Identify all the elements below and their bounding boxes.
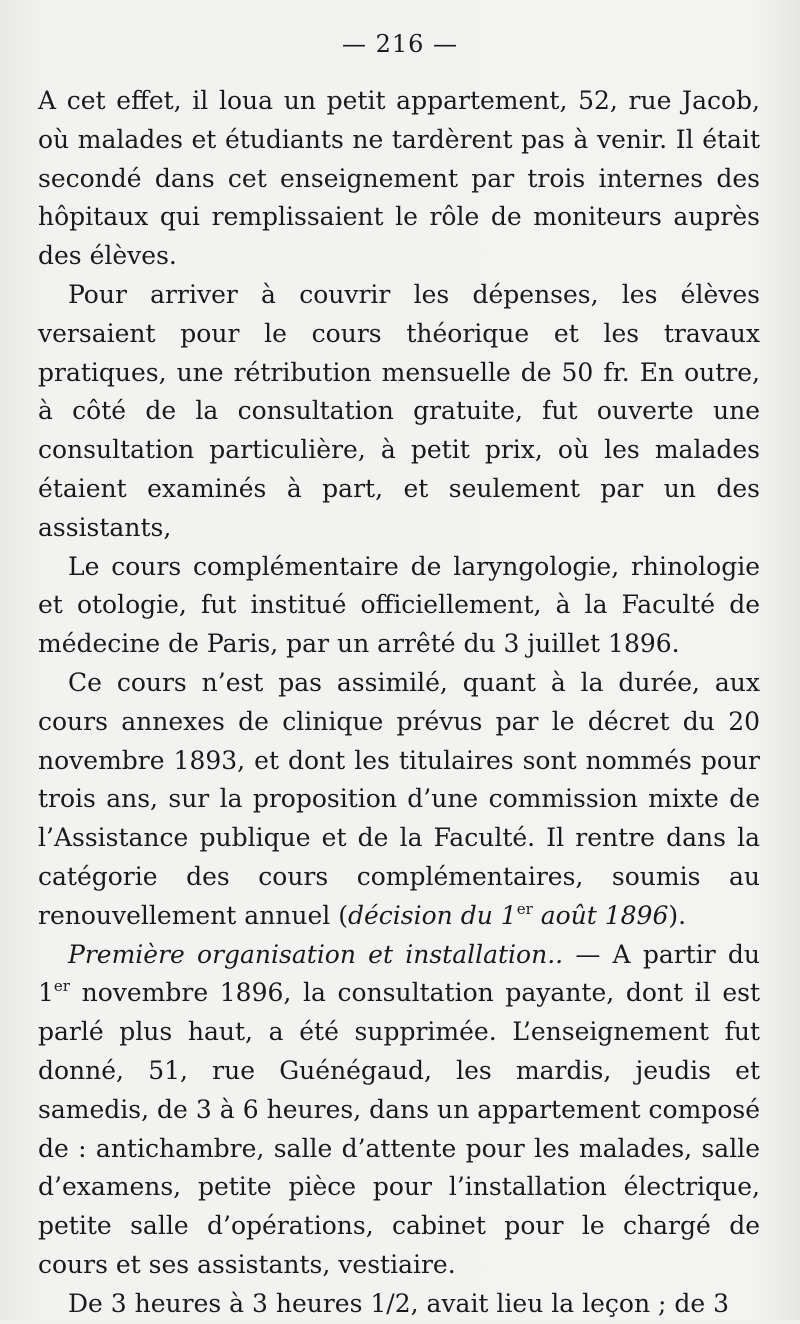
ordinal-superscript: er [53, 977, 70, 996]
paragraph-1: A cet effet, il loua un petit appartement, 52, rue Jacob, où malades et étudiants ne tardèrent pas à venir. Il était secondé dans cet enseignement par trois internes des hôpitaux qui remplissaient le rôle de moniteurs auprès des élèves. [38, 86, 760, 271]
paragraph-2: Pour arriver à couvrir les dépenses, les élèves versaient pour le cours théorique et les travaux pratiques, une rétribution mensuelle de 50 fr. En outre, à côté de la consultation gratuite, fut ouverte une consultation particulière, à petit prix, où les malades étaient examinés à part, et seulement par un des assistants, [38, 279, 760, 542]
paragraph-3: Le cours complémentaire de laryngologie, rhinologie et otologie, fut institué officiellement, à la Faculté de médecine de Paris, par un arrêté du 3 juillet 1896. [38, 551, 760, 659]
paragraph-4-end: ). [668, 900, 687, 930]
section-heading: Première organisation et installation.. [68, 939, 564, 969]
page-number: — 216 — [341, 30, 459, 58]
paragraph-4 [38, 664, 760, 936]
paragraph-6: De 3 heures à 3 heures 1/2, avait lieu la leçon ; de 3 [68, 1288, 730, 1318]
paragraph-5 [38, 936, 760, 1285]
decision-date-italic-b: août 1896 [532, 900, 669, 930]
decision-date-italic-a: décision du 1 [348, 900, 517, 930]
paragraph-5-dash: — A partir du 1 [38, 939, 760, 1008]
ordinal-superscript: er [516, 899, 533, 918]
paragraph-5-text: novembre 1896, la consultation payante, dont il est parlé plus haut, a été supprimée. L’enseignement fut donné, 51, rue Guénégaud, les mardis, jeudis et samedis, de 3 à 6 heures, dans un appartement composé de : antichambre, salle d’attente pour les malades, salle d’examens, petite pièce pour l’installation électrique, petite salle d’opérations, cabinet pour le chargé de cours et ses assistants, vestiaire. [38, 978, 760, 1279]
body-text [38, 82, 760, 1324]
paragraph-4-text: Ce cours n’est pas assimilé, quant à la durée, aux cours annexes de clinique prévus par le décret du 20 novembre 1893, et dont les titulaires sont nommés pour trois ans, sur la proposition d’une commission mixte de l’Assistance publique et de la Faculté. Il rentre dans la catégorie des cours complémentaires, soumis au renouvellement annuel ( [38, 667, 760, 930]
